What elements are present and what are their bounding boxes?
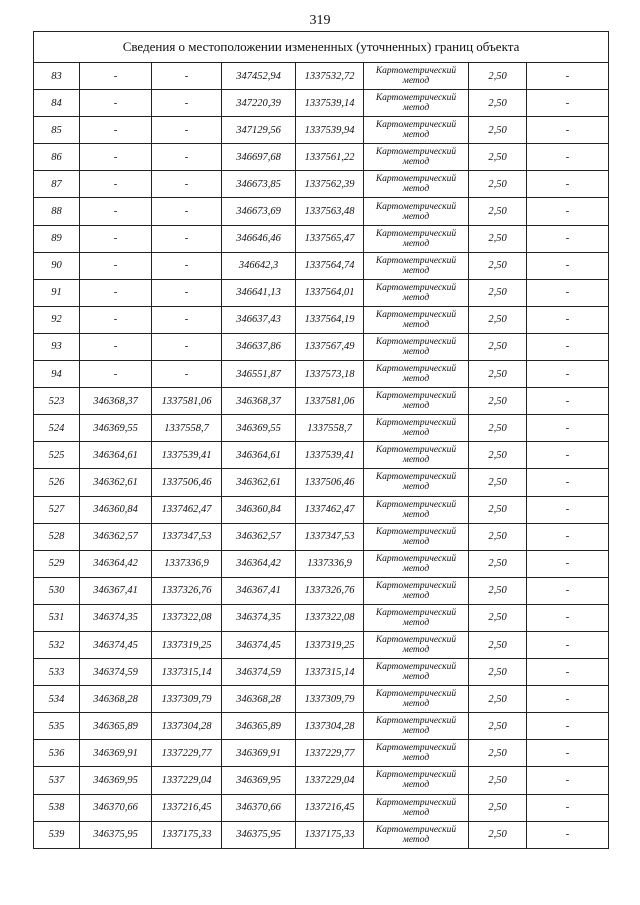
accuracy-cell: 2,50 xyxy=(469,361,527,388)
table-row xyxy=(34,740,609,767)
existing-y-cell: - xyxy=(152,333,222,360)
point-number-cell: 85 xyxy=(34,117,80,144)
note-cell: - xyxy=(527,279,609,306)
existing-y-cell: - xyxy=(152,252,222,279)
refined-x-cell: 346367,41 xyxy=(222,577,296,604)
refined-y-cell: 1337558,7 xyxy=(296,415,364,442)
refined-x-cell: 346364,42 xyxy=(222,550,296,577)
existing-y-cell: - xyxy=(152,171,222,198)
existing-y-cell: 1337506,46 xyxy=(152,469,222,496)
note-cell: - xyxy=(527,469,609,496)
table-row xyxy=(34,198,609,225)
existing-x-cell: 346364,61 xyxy=(80,442,152,469)
refined-y-cell: 1337564,01 xyxy=(296,279,364,306)
method-cell: Картометрический метод xyxy=(364,171,469,198)
existing-x-cell: - xyxy=(80,198,152,225)
table-row xyxy=(34,469,609,496)
point-number-cell: 539 xyxy=(34,821,80,848)
existing-y-cell: - xyxy=(152,90,222,117)
accuracy-cell: 2,50 xyxy=(469,740,527,767)
accuracy-cell: 2,50 xyxy=(469,550,527,577)
existing-y-cell: - xyxy=(152,63,222,90)
note-cell: - xyxy=(527,659,609,686)
existing-y-cell: 1337326,76 xyxy=(152,577,222,604)
existing-x-cell: - xyxy=(80,252,152,279)
accuracy-cell: 2,50 xyxy=(469,198,527,225)
accuracy-cell: 2,50 xyxy=(469,388,527,415)
refined-x-cell: 346369,55 xyxy=(222,415,296,442)
accuracy-cell: 2,50 xyxy=(469,659,527,686)
existing-y-cell: 1337336,9 xyxy=(152,550,222,577)
table-row xyxy=(34,577,609,604)
accuracy-cell: 2,50 xyxy=(469,63,527,90)
refined-x-cell: 346364,61 xyxy=(222,442,296,469)
accuracy-cell: 2,50 xyxy=(469,686,527,713)
table-row xyxy=(34,713,609,740)
refined-x-cell: 346697,68 xyxy=(222,144,296,171)
existing-y-cell: 1337175,33 xyxy=(152,821,222,848)
refined-y-cell: 1337319,25 xyxy=(296,631,364,658)
note-cell: - xyxy=(527,171,609,198)
table-row xyxy=(34,361,609,388)
method-cell: Картометрический метод xyxy=(364,523,469,550)
table-row xyxy=(34,144,609,171)
accuracy-cell: 2,50 xyxy=(469,252,527,279)
accuracy-cell: 2,50 xyxy=(469,469,527,496)
refined-x-cell: 346375,95 xyxy=(222,821,296,848)
existing-x-cell: 346369,55 xyxy=(80,415,152,442)
point-number-cell: 533 xyxy=(34,659,80,686)
table-title: Сведения о местоположении измененных (уточненных) границ объекта xyxy=(34,32,609,63)
accuracy-cell: 2,50 xyxy=(469,767,527,794)
note-cell: - xyxy=(527,225,609,252)
table-row xyxy=(34,550,609,577)
refined-x-cell: 346673,69 xyxy=(222,198,296,225)
refined-x-cell: 346370,66 xyxy=(222,794,296,821)
point-number-cell: 89 xyxy=(34,225,80,252)
refined-x-cell: 346368,28 xyxy=(222,686,296,713)
boundary-coordinates-table xyxy=(33,31,609,849)
existing-x-cell: 346374,59 xyxy=(80,659,152,686)
method-cell: Картометрический метод xyxy=(364,686,469,713)
point-number-cell: 86 xyxy=(34,144,80,171)
accuracy-cell: 2,50 xyxy=(469,442,527,469)
existing-x-cell: - xyxy=(80,361,152,388)
accuracy-cell: 2,50 xyxy=(469,631,527,658)
accuracy-cell: 2,50 xyxy=(469,713,527,740)
existing-x-cell: 346375,95 xyxy=(80,821,152,848)
table-row xyxy=(34,117,609,144)
note-cell: - xyxy=(527,794,609,821)
note-cell: - xyxy=(527,496,609,523)
point-number-cell: 536 xyxy=(34,740,80,767)
refined-x-cell: 346362,57 xyxy=(222,523,296,550)
refined-x-cell: 347220,39 xyxy=(222,90,296,117)
note-cell: - xyxy=(527,144,609,171)
method-cell: Картометрический метод xyxy=(364,144,469,171)
note-cell: - xyxy=(527,415,609,442)
point-number-cell: 532 xyxy=(34,631,80,658)
existing-x-cell: 346360,84 xyxy=(80,496,152,523)
point-number-cell: 538 xyxy=(34,794,80,821)
existing-y-cell: 1337581,06 xyxy=(152,388,222,415)
accuracy-cell: 2,50 xyxy=(469,144,527,171)
method-cell: Картометрический метод xyxy=(364,713,469,740)
refined-y-cell: 1337539,14 xyxy=(296,90,364,117)
note-cell: - xyxy=(527,442,609,469)
note-cell: - xyxy=(527,523,609,550)
accuracy-cell: 2,50 xyxy=(469,225,527,252)
table-row xyxy=(34,686,609,713)
refined-x-cell: 347129,56 xyxy=(222,117,296,144)
refined-y-cell: 1337563,48 xyxy=(296,198,364,225)
refined-y-cell: 1337539,41 xyxy=(296,442,364,469)
table-row xyxy=(34,659,609,686)
table-row xyxy=(34,821,609,848)
point-number-cell: 94 xyxy=(34,361,80,388)
refined-y-cell: 1337347,53 xyxy=(296,523,364,550)
method-cell: Картометрический метод xyxy=(364,659,469,686)
method-cell: Картометрический метод xyxy=(364,90,469,117)
refined-y-cell: 1337573,18 xyxy=(296,361,364,388)
refined-y-cell: 1337175,33 xyxy=(296,821,364,848)
existing-y-cell: - xyxy=(152,144,222,171)
refined-x-cell: 346646,46 xyxy=(222,225,296,252)
table-row xyxy=(34,171,609,198)
note-cell: - xyxy=(527,306,609,333)
point-number-cell: 88 xyxy=(34,198,80,225)
table-row xyxy=(34,523,609,550)
existing-y-cell: - xyxy=(152,117,222,144)
existing-x-cell: - xyxy=(80,171,152,198)
existing-x-cell: - xyxy=(80,144,152,171)
existing-y-cell: 1337322,08 xyxy=(152,604,222,631)
point-number-cell: 526 xyxy=(34,469,80,496)
existing-x-cell: 346374,45 xyxy=(80,631,152,658)
point-number-cell: 535 xyxy=(34,713,80,740)
point-number-cell: 524 xyxy=(34,415,80,442)
point-number-cell: 91 xyxy=(34,279,80,306)
refined-y-cell: 1337506,46 xyxy=(296,469,364,496)
existing-x-cell: - xyxy=(80,117,152,144)
point-number-cell: 530 xyxy=(34,577,80,604)
table-row xyxy=(34,252,609,279)
note-cell: - xyxy=(527,604,609,631)
existing-x-cell: 346362,61 xyxy=(80,469,152,496)
note-cell: - xyxy=(527,361,609,388)
refined-x-cell: 346369,95 xyxy=(222,767,296,794)
refined-y-cell: 1337462,47 xyxy=(296,496,364,523)
refined-x-cell: 346673,85 xyxy=(222,171,296,198)
note-cell: - xyxy=(527,631,609,658)
method-cell: Картометрический метод xyxy=(364,496,469,523)
table-row xyxy=(34,604,609,631)
accuracy-cell: 2,50 xyxy=(469,117,527,144)
existing-y-cell: 1337304,28 xyxy=(152,713,222,740)
point-number-cell: 527 xyxy=(34,496,80,523)
note-cell: - xyxy=(527,577,609,604)
note-cell: - xyxy=(527,90,609,117)
refined-x-cell: 346374,35 xyxy=(222,604,296,631)
note-cell: - xyxy=(527,740,609,767)
refined-y-cell: 1337564,19 xyxy=(296,306,364,333)
method-cell: Картометрический метод xyxy=(364,388,469,415)
method-cell: Картометрический метод xyxy=(364,415,469,442)
point-number-cell: 93 xyxy=(34,333,80,360)
existing-x-cell: 346369,95 xyxy=(80,767,152,794)
refined-x-cell: 346637,43 xyxy=(222,306,296,333)
refined-y-cell: 1337326,76 xyxy=(296,577,364,604)
note-cell: - xyxy=(527,821,609,848)
method-cell: Картометрический метод xyxy=(364,821,469,848)
refined-y-cell: 1337562,39 xyxy=(296,171,364,198)
point-number-cell: 90 xyxy=(34,252,80,279)
existing-y-cell: 1337229,04 xyxy=(152,767,222,794)
accuracy-cell: 2,50 xyxy=(469,415,527,442)
existing-y-cell: - xyxy=(152,306,222,333)
refined-x-cell: 346374,59 xyxy=(222,659,296,686)
refined-y-cell: 1337304,28 xyxy=(296,713,364,740)
method-cell: Картометрический метод xyxy=(364,252,469,279)
method-cell: Картометрический метод xyxy=(364,550,469,577)
existing-x-cell: 346368,28 xyxy=(80,686,152,713)
existing-y-cell: 1337319,25 xyxy=(152,631,222,658)
refined-y-cell: 1337309,79 xyxy=(296,686,364,713)
method-cell: Картометрический метод xyxy=(364,577,469,604)
method-cell: Картометрический метод xyxy=(364,469,469,496)
accuracy-cell: 2,50 xyxy=(469,523,527,550)
existing-x-cell: 346365,89 xyxy=(80,713,152,740)
method-cell: Картометрический метод xyxy=(364,361,469,388)
method-cell: Картометрический метод xyxy=(364,794,469,821)
accuracy-cell: 2,50 xyxy=(469,333,527,360)
refined-x-cell: 346360,84 xyxy=(222,496,296,523)
note-cell: - xyxy=(527,713,609,740)
accuracy-cell: 2,50 xyxy=(469,496,527,523)
existing-y-cell: 1337347,53 xyxy=(152,523,222,550)
existing-y-cell: 1337462,47 xyxy=(152,496,222,523)
point-number-cell: 523 xyxy=(34,388,80,415)
note-cell: - xyxy=(527,767,609,794)
table-row xyxy=(34,442,609,469)
existing-y-cell: - xyxy=(152,279,222,306)
existing-x-cell: - xyxy=(80,333,152,360)
refined-x-cell: 346637,86 xyxy=(222,333,296,360)
existing-x-cell: 346369,91 xyxy=(80,740,152,767)
method-cell: Картометрический метод xyxy=(364,279,469,306)
refined-x-cell: 346368,37 xyxy=(222,388,296,415)
note-cell: - xyxy=(527,198,609,225)
table-row xyxy=(34,90,609,117)
method-cell: Картометрический метод xyxy=(364,631,469,658)
existing-x-cell: - xyxy=(80,279,152,306)
note-cell: - xyxy=(527,117,609,144)
refined-x-cell: 346641,13 xyxy=(222,279,296,306)
refined-y-cell: 1337561,22 xyxy=(296,144,364,171)
refined-y-cell: 1337216,45 xyxy=(296,794,364,821)
note-cell: - xyxy=(527,63,609,90)
existing-x-cell: 346364,42 xyxy=(80,550,152,577)
refined-y-cell: 1337532,72 xyxy=(296,63,364,90)
point-number-cell: 92 xyxy=(34,306,80,333)
table-header-row xyxy=(34,32,609,63)
refined-x-cell: 346551,87 xyxy=(222,361,296,388)
note-cell: - xyxy=(527,388,609,415)
refined-y-cell: 1337229,04 xyxy=(296,767,364,794)
method-cell: Картометрический метод xyxy=(364,333,469,360)
point-number-cell: 84 xyxy=(34,90,80,117)
point-number-cell: 525 xyxy=(34,442,80,469)
point-number-cell: 537 xyxy=(34,767,80,794)
note-cell: - xyxy=(527,550,609,577)
accuracy-cell: 2,50 xyxy=(469,171,527,198)
refined-y-cell: 1337581,06 xyxy=(296,388,364,415)
method-cell: Картометрический метод xyxy=(364,198,469,225)
refined-y-cell: 1337539,94 xyxy=(296,117,364,144)
table-row xyxy=(34,496,609,523)
method-cell: Картометрический метод xyxy=(364,306,469,333)
refined-y-cell: 1337229,77 xyxy=(296,740,364,767)
method-cell: Картометрический метод xyxy=(364,604,469,631)
refined-y-cell: 1337565,47 xyxy=(296,225,364,252)
existing-x-cell: 346367,41 xyxy=(80,577,152,604)
table-row xyxy=(34,631,609,658)
table-row xyxy=(34,794,609,821)
accuracy-cell: 2,50 xyxy=(469,577,527,604)
existing-x-cell: - xyxy=(80,306,152,333)
method-cell: Картометрический метод xyxy=(364,225,469,252)
note-cell: - xyxy=(527,686,609,713)
existing-y-cell: - xyxy=(152,225,222,252)
page-number: 319 xyxy=(309,13,331,28)
accuracy-cell: 2,50 xyxy=(469,90,527,117)
existing-y-cell: 1337558,7 xyxy=(152,415,222,442)
existing-x-cell: - xyxy=(80,225,152,252)
existing-x-cell: 346370,66 xyxy=(80,794,152,821)
method-cell: Картометрический метод xyxy=(364,117,469,144)
table-row xyxy=(34,63,609,90)
existing-y-cell: 1337539,41 xyxy=(152,442,222,469)
existing-y-cell: 1337309,79 xyxy=(152,686,222,713)
accuracy-cell: 2,50 xyxy=(469,306,527,333)
refined-y-cell: 1337564,74 xyxy=(296,252,364,279)
point-number-cell: 531 xyxy=(34,604,80,631)
refined-y-cell: 1337567,49 xyxy=(296,333,364,360)
existing-x-cell: 346368,37 xyxy=(80,388,152,415)
refined-x-cell: 346369,91 xyxy=(222,740,296,767)
accuracy-cell: 2,50 xyxy=(469,279,527,306)
table-row xyxy=(34,767,609,794)
table-row xyxy=(34,279,609,306)
existing-y-cell: 1337216,45 xyxy=(152,794,222,821)
refined-x-cell: 346362,61 xyxy=(222,469,296,496)
method-cell: Картометрический метод xyxy=(364,442,469,469)
existing-y-cell: 1337315,14 xyxy=(152,659,222,686)
refined-x-cell: 346374,45 xyxy=(222,631,296,658)
existing-y-cell: 1337229,77 xyxy=(152,740,222,767)
existing-x-cell: - xyxy=(80,63,152,90)
refined-x-cell: 347452,94 xyxy=(222,63,296,90)
existing-y-cell: - xyxy=(152,361,222,388)
existing-x-cell: - xyxy=(80,90,152,117)
accuracy-cell: 2,50 xyxy=(469,794,527,821)
point-number-cell: 87 xyxy=(34,171,80,198)
refined-y-cell: 1337315,14 xyxy=(296,659,364,686)
accuracy-cell: 2,50 xyxy=(469,604,527,631)
refined-y-cell: 1337336,9 xyxy=(296,550,364,577)
point-number-cell: 529 xyxy=(34,550,80,577)
refined-x-cell: 346642,3 xyxy=(222,252,296,279)
note-cell: - xyxy=(527,252,609,279)
existing-x-cell: 346374,35 xyxy=(80,604,152,631)
table-row xyxy=(34,306,609,333)
note-cell: - xyxy=(527,333,609,360)
table-row xyxy=(34,225,609,252)
point-number-cell: 528 xyxy=(34,523,80,550)
table-row xyxy=(34,333,609,360)
existing-x-cell: 346362,57 xyxy=(80,523,152,550)
table-row xyxy=(34,388,609,415)
refined-x-cell: 346365,89 xyxy=(222,713,296,740)
method-cell: Картометрический метод xyxy=(364,740,469,767)
method-cell: Картометрический метод xyxy=(364,767,469,794)
point-number-cell: 83 xyxy=(34,63,80,90)
refined-y-cell: 1337322,08 xyxy=(296,604,364,631)
method-cell: Картометрический метод xyxy=(364,63,469,90)
table-row xyxy=(34,415,609,442)
existing-y-cell: - xyxy=(152,198,222,225)
accuracy-cell: 2,50 xyxy=(469,821,527,848)
point-number-cell: 534 xyxy=(34,686,80,713)
